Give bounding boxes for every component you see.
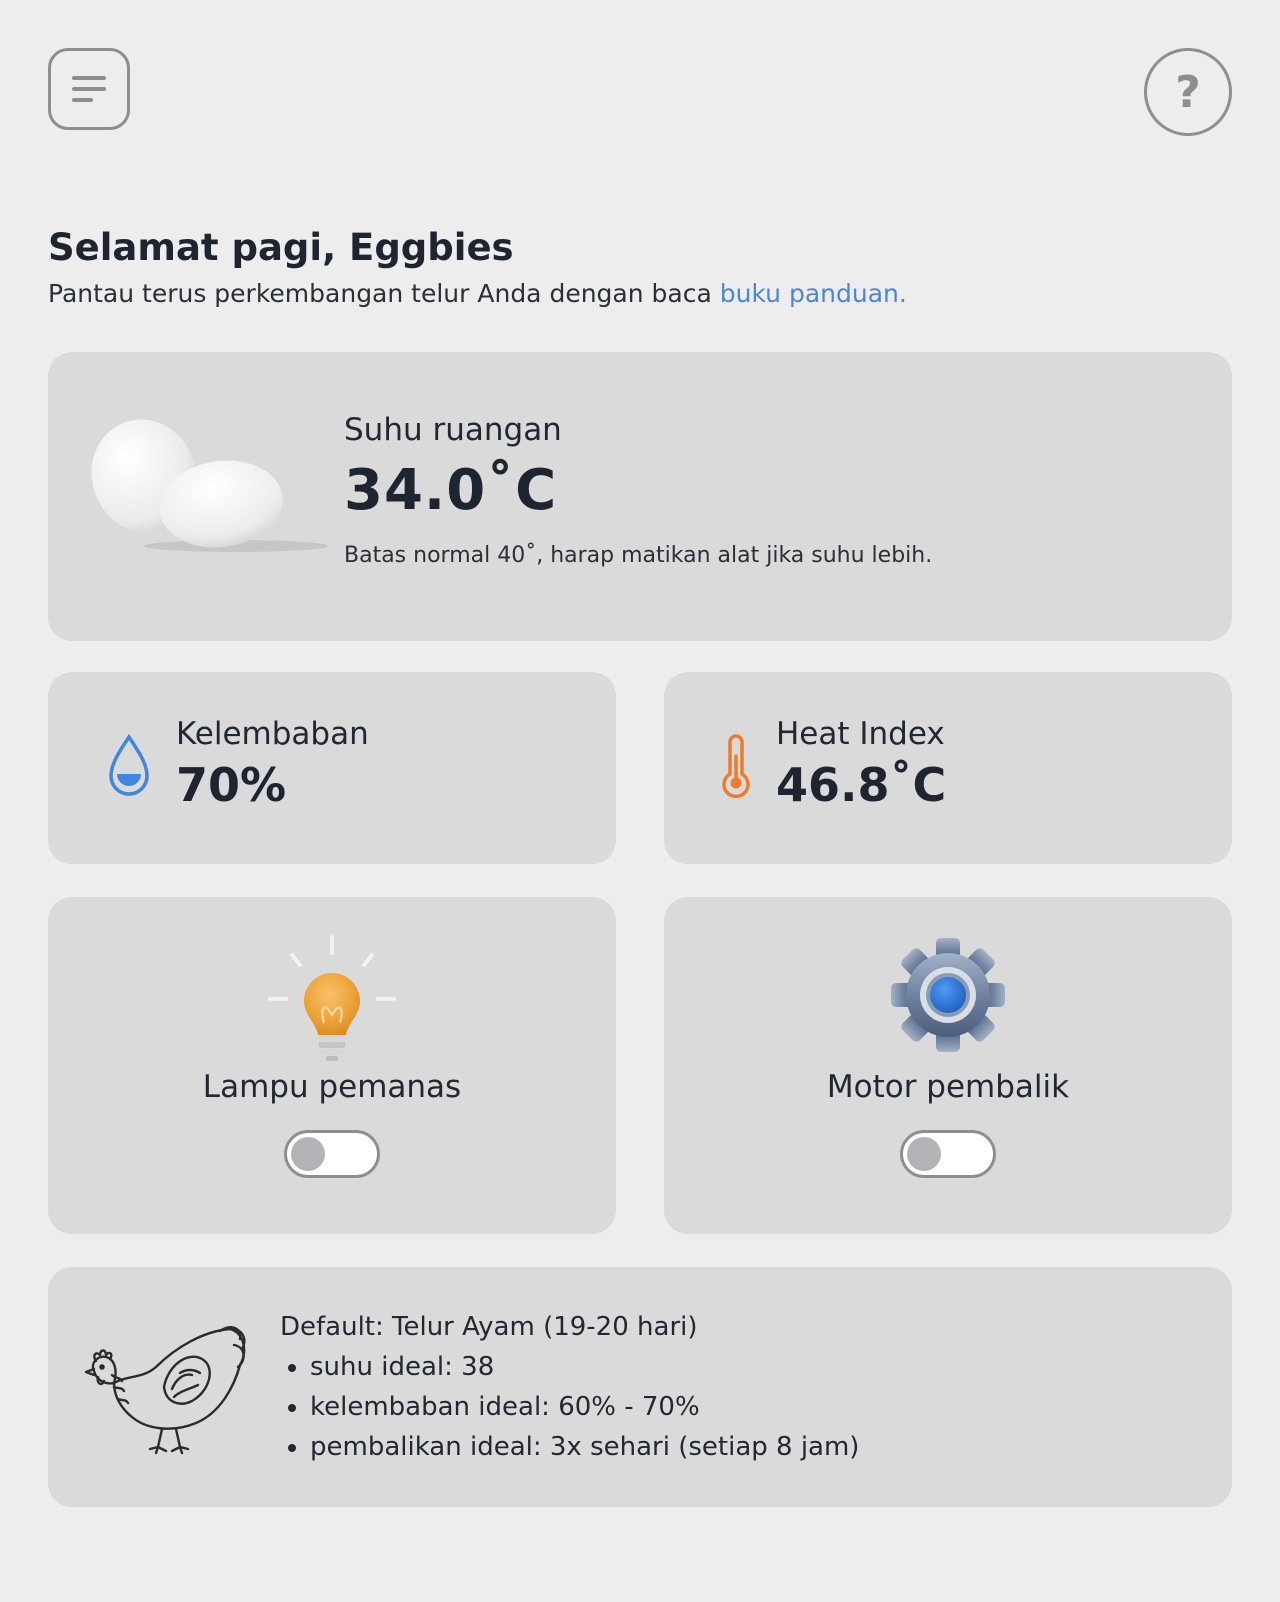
- thermometer-icon: [718, 734, 754, 800]
- list-item: • kelembaban ideal: 60% - 70%: [310, 1387, 859, 1427]
- temperature-label: Suhu ruangan: [344, 412, 562, 448]
- help-button[interactable]: [1144, 48, 1232, 136]
- humidity-card: [48, 672, 616, 864]
- egg-info-card: [48, 1267, 1232, 1507]
- menu-icon: [69, 72, 109, 106]
- heat-index-card: [664, 672, 1232, 864]
- temperature-info: [344, 412, 932, 568]
- hen-icon: [84, 1317, 252, 1457]
- motor-toggle[interactable]: [900, 1130, 996, 1178]
- temperature-value: 34.0˚C: [344, 458, 558, 523]
- water-drop-icon: [108, 734, 150, 798]
- menu-button[interactable]: [48, 48, 130, 130]
- humidity-label: Kelembaban: [176, 716, 369, 752]
- list-item: • pembalikan ideal: 3x sehari (setiap 8 jam): [310, 1427, 859, 1467]
- list-item: • suhu ideal: 38: [310, 1347, 859, 1387]
- subtitle-text: Pantau terus perkembangan telur Anda dengan baca: [48, 279, 720, 309]
- temperature-note: Batas normal 40˚, harap matikan alat jika suhu lebih.: [344, 543, 933, 568]
- gear-icon: [888, 935, 1008, 1055]
- eggs-image: [86, 418, 336, 553]
- egg-info-title: Default: Telur Ayam (19-20 hari): [280, 1312, 698, 1342]
- heat-index-value: 46.8˚C: [776, 758, 947, 812]
- humidity-value: 70%: [176, 758, 287, 812]
- lamp-toggle-knob: [291, 1137, 325, 1171]
- lamp-card: [48, 897, 616, 1234]
- question-mark-icon: ?: [1175, 66, 1201, 118]
- motor-label: Motor pembalik: [826, 1069, 1070, 1105]
- page-subtitle: [48, 278, 1228, 311]
- egg-info-text: [280, 1307, 859, 1467]
- page-title: Selamat pagi, Eggbies: [48, 226, 514, 269]
- temperature-card: [48, 352, 1232, 641]
- heat-index-label: Heat Index: [776, 716, 945, 752]
- motor-card: [664, 897, 1232, 1234]
- motor-toggle-knob: [907, 1137, 941, 1171]
- egg-info-list: [280, 1347, 859, 1467]
- heat-index-info: [776, 716, 946, 812]
- top-bar: [48, 48, 1232, 136]
- light-bulb-icon: [266, 935, 398, 1065]
- manual-link[interactable]: buku panduan.: [719, 279, 907, 309]
- lamp-toggle[interactable]: [284, 1130, 380, 1178]
- lamp-label: Lampu pemanas: [202, 1069, 462, 1105]
- humidity-info: [176, 716, 369, 812]
- greeting-section: [48, 226, 1228, 311]
